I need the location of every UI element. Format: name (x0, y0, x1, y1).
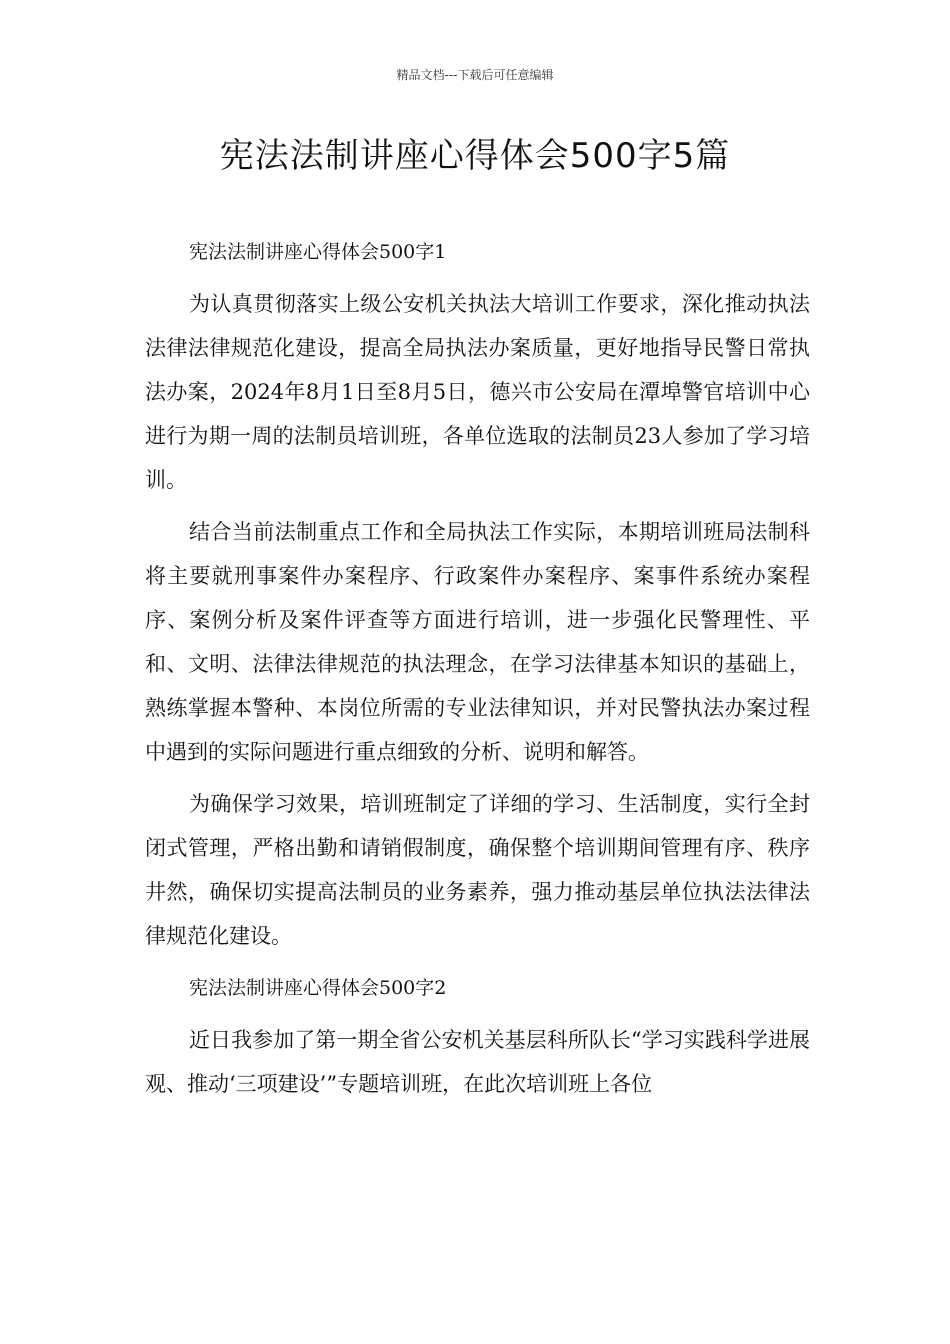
document-body (145, 230, 810, 1114)
section-heading-1: 宪法法制讲座心得体会500字1 (189, 241, 447, 263)
paragraph: 为确保学习效果，培训班制定了详细的学习、生活制度，实行全封闭式管理，严格出勤和请销假制度，确保整个培训期间管理有序、秩序井然，确保切实提高法制员的业务素养，强力推动基层单位执法法律法律规范化建设。 (145, 792, 810, 948)
paragraph: 为认真贯彻落实上级公安机关执法大培训工作要求，深化推动执法法律法律规范化建设，提高全局执法办案质量，更好地指导民警日常执法办案，2024年8月1日至8月5日，德兴市公安局在潭埠警官培训中心进行为期一周的法制员培训班，各单位选取的法制员23人参加了学习培训。 (145, 292, 810, 492)
paragraph: 结合当前法制重点工作和全局执法工作实际，本期培训班局法制科将主要就刑事案件办案程序、行政案件办案程序、案事件系统办案程序、案例分析及案件评查等方面进行培训，进一步强化民警理性、平和、文明、法律法律规范的执法理念，在学习法律基本知识的基础上，熟练掌握本警种、本岗位所需的专业法律知识，并对民警执法办案过程中遇到的实际问题进行重点细致的分析、说明和解答。 (145, 520, 810, 764)
section-heading-2: 宪法法制讲座心得体会500字2 (189, 977, 447, 999)
page-header: 精品文档---下载后可任意编辑 (396, 68, 554, 82)
document-title: 宪法法制讲座心得体会500字5篇 (219, 136, 731, 176)
paragraph: 近日我参加了第一期全省公安机关基层科所队长“学习实践科学进展观、推动‘三项建设’”专题培训班，在此次培训班上各位 (145, 1028, 810, 1096)
